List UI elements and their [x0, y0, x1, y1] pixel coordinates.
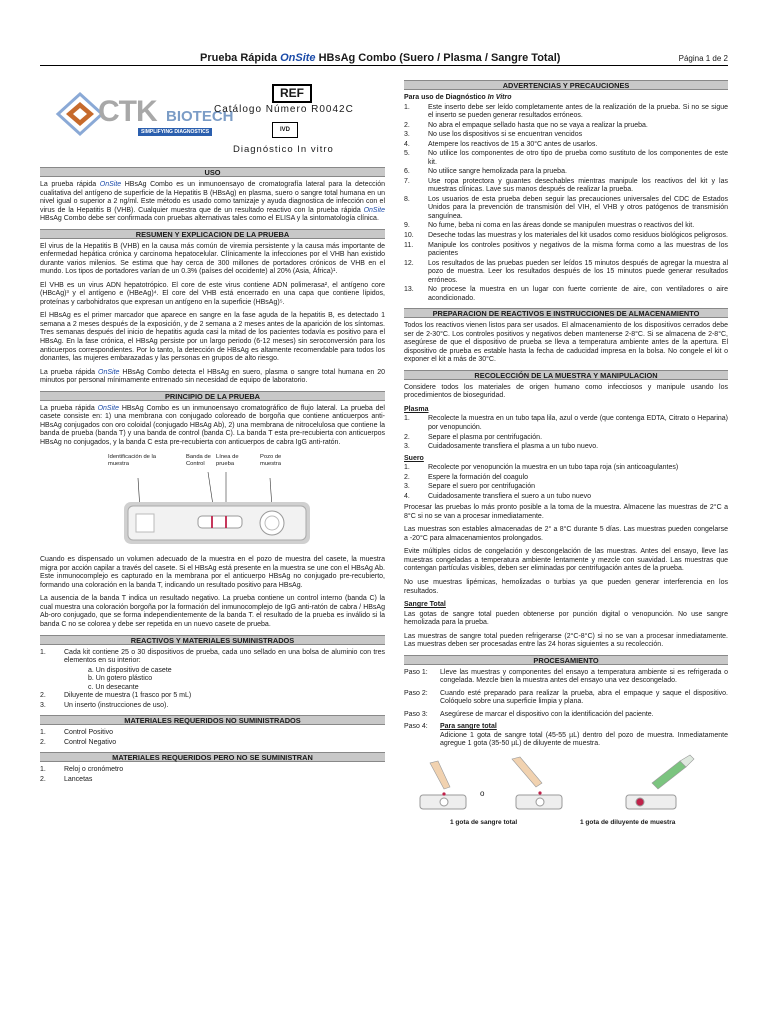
logo-block [40, 80, 385, 162]
label-linea-prueba: Línea de prueba [216, 454, 239, 468]
sub-item: c. Un desecante [88, 683, 139, 691]
cassette-diagram [40, 452, 385, 556]
page-header [40, 52, 728, 66]
recoleccion-paragraph-5: No use muestras lipémicas, hemolizadas o turbias ya que pueden generar interferencia en los resultados. [404, 578, 728, 595]
principio-paragraph-1: La prueba rápida OnSite HBsAg Combo es un inmunoensayo cromatográfico de flujo lateral. La prueba del casete consiste en: 1) una membrana con conjugado coloreado de borgoña que contiene anticuerpos anti-HBsAg conjugados con oro coloidal (conjugado HBsAg Ab), 2) una membrana de nitrocelulosa que contiene la banda de prueba (banda T) y una banda de control (banda C). La banda T esta pre-recubierta con anticuerpos HBsAg no conjugados, y la banda C esta pre-recubierta con anticuerpos de cabra IgG anti-ratón. [40, 404, 385, 446]
list-item: 10. Deseche todas las muestras y los materiales del kit usados como residuos biológicos peligrosos. [404, 231, 728, 239]
suero-list [404, 464, 728, 501]
dropper-illustration [404, 753, 728, 819]
list-item: 8. Los usuarios de esta prueba deben seguir las precauciones universales del CDC de Estados Unidos para la prevención de transmisión del VIH, el VHB y otros patógenos de transmisión sanguínea. [404, 195, 728, 220]
list-item: 4. Cuidadosamente transfiera el suero a un tubo nuevo [404, 492, 592, 500]
list-item: 3. Separe el suero por centrifugación [404, 483, 536, 491]
caption-diluyente: 1 gota de diluyente de muestra [580, 818, 676, 826]
resumen-paragraph-3: El HBsAg es el primer marcador que aparece en sangre en la fase aguda de la hepatitis B, es detectado 1 semana a 2 meses después de la exposición, y de 2 semana a 2 meses antes de la aparición de los síntomas. Tres semanas después del inicio de hepatitis aguda casi la mitad de los pacientes todavía es positivo para el HBsAg. En la fase crónica, el HBsAg persiste por un largo periodo (6-12 meses) sin seroconversión para los anticuerpos correspondientes. Por lo tanto, la detección de HBsAg es altamente recomendable para todos los donantes, las mujeres embarazadas y las personas en grupos de alto riesgo. [40, 312, 385, 363]
step-2: Paso 2: Cuando esté preparado para realizar la prueba, abra el empaque y saque el dispositivo. Colóquelo sobre una superficie limpia y plana. [404, 689, 728, 706]
list-item: 13. No procese la muestra en un lugar con fuerte corriente de aire, con ventiladores o aire acondicionado. [404, 286, 728, 302]
suero-heading: Suero [404, 454, 424, 462]
recoleccion-paragraph-7: Las muestras de sangre total pueden refrigerarse (2°C-8°C) si no se van a procesar inmediatamente. Las muestras deben ser procesadas entre las 24 horas siguientes a su recolección. [404, 632, 728, 649]
recoleccion-paragraph-6: Las gotas de sangre total pueden obtenerse por punción digital o venopunción. No use sangre hemolizada para la prueba. [404, 610, 728, 627]
advertencias-list [404, 104, 728, 304]
page-number: Página 1 de 2 [678, 54, 728, 63]
recoleccion-paragraph-4: Evite múltiples ciclos de congelación y descongelación de las muestras. Antes del ensayo, lleve las muestras congeladas a temperatura ambiente lentamente y mezcle con suavidad. Las muestras que contengan partículas visibles, deben ser eliminadas por centrifugación antes de la prueba. [404, 548, 728, 573]
resumen-paragraph-4: La prueba rápida OnSite HBsAg Combo detecta el HBsAg en suero, plasma o sangre total humana en 20 minutos por personal mínimamente entrenado sin necesidad de equipo de laboratorio. [40, 368, 385, 385]
section-heading-req-no: MATERIALES REQUERIDOS NO SUMINISTRADOS [40, 715, 385, 725]
left-column [40, 80, 385, 785]
section-heading-req-pero: MATERIALES REQUERIDOS PERO NO SE SUMINISTRAN [40, 752, 385, 762]
step-4: Paso 4: Para sangre total Adicione 1 gota de sangre total (45-55 µL) dentro del pozo de muestra. Inmediatamente agregue 1 gota (35-50 µL) de diluyente de muestra. [404, 723, 728, 748]
list-item: 9. No fume, beba ni coma en las áreas donde se manipulen muestras o reactivos del kit. [404, 222, 695, 230]
list-item: 3. Cuidadosamente transfiera el plasma a un tubo nuevo. [404, 443, 599, 451]
principio-paragraph-3: La ausencia de la banda T indica un resultado negativo. La prueba contiene un control interno (banda C) la cual muestra una coloración borgoña por la formación del inmunocomplejo de IgG anti-ratón de cabra / HBsAg Ab-oro conjugado, que se forma independientemente de la banda T. el resultado de la prueba es inválido si la banda C no se colorea y debe ser repetida en un nuevo casete de prueba. [40, 595, 385, 628]
caption-sangre: 1 gota de sangre total [450, 818, 518, 826]
list-item: 2. Separe el plasma por centrifugación. [404, 433, 543, 441]
label-pozo-muestra: Pozo de muestra [260, 454, 282, 468]
section-heading-advertencias: ADVERTENCIAS Y PRECAUCIONES [404, 80, 728, 90]
uso-paragraph: La prueba rápida OnSite HBsAg Combo es un inmunoensayo de cromatografía lateral para la detección cualitativa del antígeno de superficie de la Hepatitis B (HBsAg) en plasma, suero o sangre total humana en un nivel igual o superior a 2 ng/ml. Este método es usado como tamizaje y ayuda diagnostica de infección con el virus de la Hepatitis B (VHB). Cualquier muestra que de un resultado reactivo con la prueba rápida OnSite HBsAg Combo debe ser confirmada con pruebas alternativas tales como el ELISA y la sintomatología clínica. [40, 181, 385, 223]
ctk-logo [54, 90, 234, 142]
principio-paragraph-2: Cuando es dispensado un volumen adecuado de la muestra en el pozo de muestra del casete, la muestra migra por acción capilar a través del casete. Si el HBsAg está presente en la muestra se une con el HBsAg Ab. Este inmunocomplejo es capturado en la membrana por el anticuerpo HBsAg no conjugado pre-recubierto, formando una coloración en la banda T, indicando un resultado positivo para HBsAg. [40, 556, 385, 589]
sangre-heading: Sangre Total [404, 601, 446, 609]
section-heading-preparacion: PREPARACION DE REACTIVOS E INSTRUCCIONES DE ALMACENAMIENTO [404, 308, 728, 318]
list-item: 1. Control Positivo [40, 729, 114, 737]
section-heading-principio: PRINCIPIO DE LA PRUEBA [40, 391, 385, 401]
list-item: 6. No utilice sangre hemolizada para la prueba. [404, 168, 567, 176]
list-item: 7. Use ropa protectora y guantes desechables mientras manipule los reactivos del kit y las muestras clínicas. Lave sus manos después de realizar la prueba. [404, 177, 728, 194]
logo-ctk: CTK [98, 95, 157, 128]
step-3: Paso 3: Asegúrese de marcar el dispositivo con la identificación del paciente. [404, 710, 654, 718]
advertencias-subtitle: Para uso de Diagnóstico In Vitro [404, 94, 512, 101]
plasma-list [404, 415, 728, 451]
logo-tagline: SIMPLIFYING DIAGNOSTICS [138, 128, 212, 136]
list-item: 3. Un inserto (instrucciones de uso). [40, 701, 169, 709]
plasma-heading: Plasma [404, 405, 429, 413]
list-item: 12. Los resultados de las pruebas pueden ser leídos 15 minutos después de agregar la muestra al pozo de muestra. Leer los resultados después de los 15 minutos puede generar resultados erróneos. [404, 259, 728, 284]
procedure-illustration [404, 753, 728, 833]
or-label: o [480, 788, 485, 798]
list-item: 2. No abra el empaque sellado hasta que no se vaya a realizar la prueba. [404, 121, 648, 129]
right-column [404, 80, 728, 833]
list-item: 1. Recolecte la muestra en un tubo tapa lila, azul o verde (que contenga EDTA, Citrato o Heparina) por venopunción. [404, 415, 728, 431]
sub-item: b. Un gotero plástico [88, 675, 153, 683]
label-identificacion: Identificación de la muestra [108, 454, 157, 468]
catalog-number: Catálogo Número R0042C [214, 104, 354, 115]
section-heading-uso: USO [40, 167, 385, 177]
list-item: 1. Reloj o cronómetro [40, 766, 124, 774]
recoleccion-paragraph-1: Considere todos los materiales de origen humano como infecciosos y manipule usando los procedimientos de bioseguridad. [404, 383, 728, 400]
list-item: 2. Diluyente de muestra (1 frasco por 5 mL) [40, 692, 192, 700]
list-item: 5. No utilice los componentes de otro tipo de prueba como sustituto de los componentes de este kit. [404, 150, 728, 166]
ivd-symbol: IVD [272, 122, 298, 138]
resumen-paragraph-2: El VHB es un virus ADN hepatotrópico. El core de este virus contiene ADN polimerasa², el antígeno core (HBcAg)³ y el antígeno e (HBeAg)⁴. El core del VHB está encerrado en una capa que contiene lípidos, proteínas y carbohidratos que expresan un antígeno en la superficie (HBsAg)⁵. [40, 281, 385, 306]
in-vitro-label: Diagnóstico In vitro [233, 144, 334, 155]
list-item: 1. Este inserto debe ser leído completamente antes de la realización de la prueba. Si no se sigue el inserto se pueden generar resultados erróneos. [404, 103, 728, 120]
resumen-paragraph-1: El virus de la Hepatitis B (VHB) en la causa más común de viremia persistente y la causa más importante de enfermedad hepática crónica y carcinoma hepatocelular. Clínicamente la infecciones por el VHB han existido durante varios milenios. Se estima que hay cerca de 300 millones de portadores crónicos de VHB en el mundo. Los tipos de portadores varían de un 0.3% (países del occidente) al 20% (Asia, África)¹. [40, 242, 385, 276]
list-item: 1. Recolecte por venopunción la muestra en un tubo tapa roja (sin anticoagulantes) [404, 464, 679, 472]
step-1: Paso 1: Lleve las muestras y componentes del ensayo a temperatura ambiente si es refrigerada o congelada. Mezcle bien la muestra antes del ensayo una vez descongelado. [404, 668, 728, 685]
section-heading-reactivos: REACTIVOS Y MATERIALES SUMINISTRADOS [40, 635, 385, 645]
section-heading-recoleccion: RECOLECCIÓN DE LA MUESTRA Y MANIPULACION [404, 370, 728, 380]
recoleccion-paragraph-3: Las muestras son estables almacenadas de 2° a 8°C durante 5 días. Las muestras pueden congelarse a -20°C para almacenamientos prolongados. [404, 526, 728, 542]
label-banda-control: Banda de Control [186, 454, 211, 468]
logo-biotech: BIOTECH [166, 108, 234, 125]
list-item: 11. Manipule los controles positivos y negativos de la misma forma como a las muestras de los pacientes [404, 241, 728, 258]
page-title: Prueba Rápida OnSite HBsAg Combo (Suero / Plasma / Sangre Total) [200, 52, 561, 64]
preparacion-paragraph: Todos los reactivos vienen listos para ser usados. El almacenamiento de los dispositivos cerrados debe ser de 2-30°C. Los controles positivos y negativos deben mantenerse 2-8°C. Si se almacena de 2-8°C, asegúrese de que el dispositivo de prueba se lleva a temperatura ambiente antes de la apertura. El dispositivo de prueba es estable hasta la fecha de caducidad impresa en la bolsa. No congele el kit o exponer el kit a más de 30°C. [404, 322, 728, 364]
list-item: 2. Control Negativo [40, 738, 117, 746]
list-item: 2. Lancetas [40, 775, 93, 783]
list-item: 3. No use los dispositivos si se encuentran vencidos [404, 131, 583, 139]
list-item: 1. Cada kit contiene 25 o 30 dispositivos de prueba, cada uno sellado en una bolsa de aluminio con tres elementos en su interior: [40, 648, 385, 665]
list-item: 4. Atempere los reactivos de 15 a 30°C antes de usarlos. [404, 140, 598, 148]
ref-symbol: REF [272, 84, 312, 103]
section-heading-resumen: RESUMEN Y EXPLICACION DE LA PRUEBA [40, 229, 385, 239]
list-item: 2. Espere la formación del coagulo [404, 473, 529, 481]
section-heading-procesamiento: PROCESAMIENTO [404, 655, 728, 665]
recoleccion-paragraph-2: Procesar las pruebas lo más pronto posible a la toma de la muestra. Almacene las muestras de 2°C a 8°C si no se van a procesar inmediatamente. [404, 504, 728, 520]
sub-item: a. Un dispositivo de casete [88, 666, 172, 674]
